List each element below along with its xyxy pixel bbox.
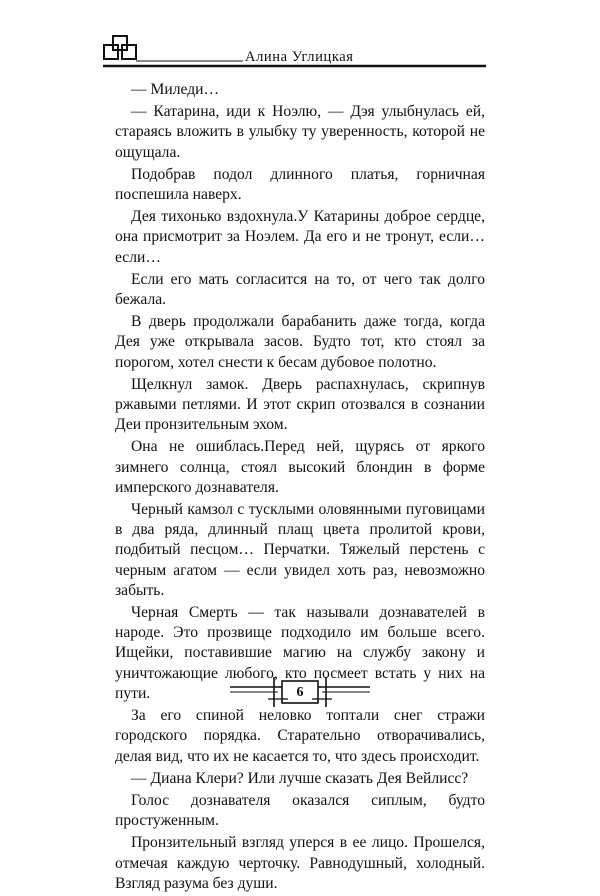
page-footer bbox=[230, 675, 370, 715]
paragraph: — Миледи… bbox=[131, 81, 220, 98]
paragraph: Дея тихонько вздохнула.У Катарины доброе сердце, она присмотрит за Ноэлем. Да его и не тронут, если… если… bbox=[115, 208, 485, 266]
paragraph: Если его мать согласится на то, от чего так долго бежала. bbox=[115, 270, 485, 309]
author-name: Алина Углицкая bbox=[245, 49, 354, 65]
paragraph: Черный камзол с тусклыми оловянными пуговицами в два ряда, длинный плащ цвета пролитой крови, подбитый песцом… Перчатки. Тяжелый перстень с черным агатом — если увидел хоть раз, невозможно забыть. bbox=[115, 501, 485, 599]
paragraph: Подобрав подол длинного платья, горничная поспешила наверх. bbox=[115, 165, 485, 204]
paragraph: Она не ошиблась.Перед ней, щурясь от яркого зимнего солнца, стоял высокий блондин в форме имперского дознавателя. bbox=[115, 438, 485, 496]
paragraph: Черная Смерть — так называли дознавателей в народе. Это прозвище подходило им больше всего. Ищейки, поставившие магию на службу закону и уничтожающие любого, кто посмеет встать у них на пути. bbox=[115, 604, 485, 702]
running-header bbox=[103, 33, 486, 73]
paragraph: — Катарина, иди к Ноэлю, — Дэя улыбнулась ей, стараясь вложить в улыбку ту уверенность, которой не ощущала. bbox=[115, 103, 485, 161]
paragraph: В дверь продолжали барабанить даже тогда, когда Дея уже открывала засов. Будто тот, кто стоял за порогом, хотел снести к бесам дубовое полотно. bbox=[115, 313, 485, 371]
page-number: 6 bbox=[296, 685, 304, 700]
paragraph: За его спиной неловко топтали снег стражи городского порядка. Старательно отворачивались, делая вид, что их не касается то, что здесь происходит. bbox=[115, 707, 485, 765]
paragraph: Пронзительный взгляд уперся в ее лицо. Прошелся, отмечая каждую черточку. Равнодушный, холодный. Взгляд разума без души. bbox=[115, 834, 485, 892]
paragraph: Голос дознавателя оказался сиплым, будто простуженным. bbox=[115, 791, 485, 830]
paragraph: — Диана Клери? Или лучше сказать Дея Вейлисс? bbox=[131, 769, 469, 787]
paragraph: Щелкнул замок. Дверь распахнулась, скрипнув ржавыми петлями. И этот скрип отозвался в сознании Деи пронзительным эхом. bbox=[115, 375, 485, 434]
body-text bbox=[115, 80, 485, 896]
